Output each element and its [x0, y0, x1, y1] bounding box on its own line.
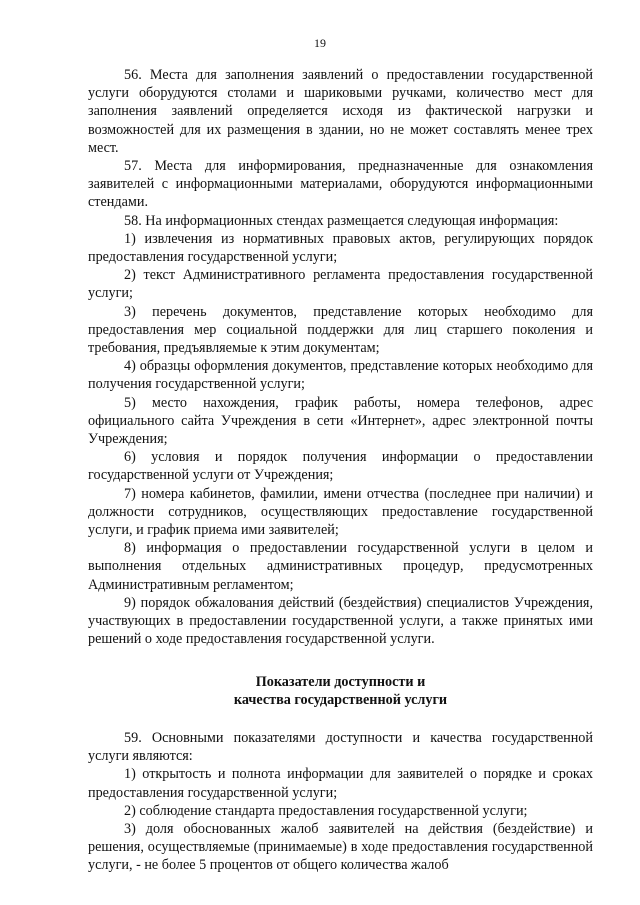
list-item-58-4: 4) образцы оформления документов, представление которых необходимо для получения государственной услуги;	[88, 358, 593, 393]
list-item-58-8: 8) информация о предоставлении государственной услуги в целом и выполнения отдельных административных процедур, предусмотренных Административным регламентом;	[88, 540, 593, 593]
list-item-58-3: 3) перечень документов, представление которых необходимо для предоставления мер социальной поддержки для лиц старшего поколения и требования, предъявляемые к этим документам;	[88, 303, 593, 357]
list-item-58-1: 1) извлечения из нормативных правовых актов, регулирующих порядок предоставления государственной услуги;	[88, 230, 593, 266]
list-item-59-3: 3) доля обоснованных жалоб заявителей на действия (бездействие) и решения, осуществляемые (принимаемые) в ходе предоставления государственной услуги, - не более 5 процентов от общего количества жалоб	[88, 820, 593, 874]
document-body	[88, 66, 593, 875]
section-heading	[88, 673, 593, 709]
list-item-59-2: 2) соблюдение стандарта предоставления государственной услуги;	[124, 802, 528, 819]
section-heading-line-1: Показатели доступности и	[255, 673, 426, 690]
paragraph-56: 56. Места для заполнения заявлений о предоставлении государственной услуги оборудуются столами и шариковыми ручками, количество мест для заполнения заявлений определяется исходя из фактической нагрузки и возможностей для их размещения в здании, но не может составлять менее трех мест.	[88, 67, 593, 156]
list-item-58-6: 6) условия и порядок получения информации о предоставлении государственной услуги от Учреждения;	[88, 449, 593, 484]
page-number: 19	[314, 36, 326, 50]
list-item-58-2: 2) текст Административного регламента предоставления государственной услуги;	[88, 267, 593, 302]
list-item-58-5: 5) место нахождения, график работы, номера телефонов, адрес официального сайта Учреждения в сети «Интернет», адрес электронной почты Учреждения;	[88, 394, 593, 448]
section-heading-line-2: качества государственной услуги	[233, 691, 448, 708]
list-item-58-9: 9) порядок обжалования действий (бездействия) специалистов Учреждения, участвующих в предоставлении государственной услуги, а также принятых ими решений о ходе предоставления государственной услуги.	[88, 594, 593, 648]
paragraph-57: 57. Места для информирования, предназначенные для ознакомления заявителей с информационными материалами, оборудуются информационными стендами.	[88, 158, 593, 211]
paragraph-58: 58. На информационных стендах размещается следующая информация:	[124, 212, 559, 229]
list-item-58-7: 7) номера кабинетов, фамилии, имени отчества (последнее при наличии) и должности сотрудников, осуществляющих предоставление государственной услуги, и график приема ими заявителей;	[88, 485, 593, 539]
paragraph-59: 59. Основными показателями доступности и качества государственной услуги являются:	[88, 729, 593, 765]
list-item-59-1: 1) открытость и полнота информации для заявителей о порядке и сроках предоставления государственной услуги;	[88, 766, 593, 801]
